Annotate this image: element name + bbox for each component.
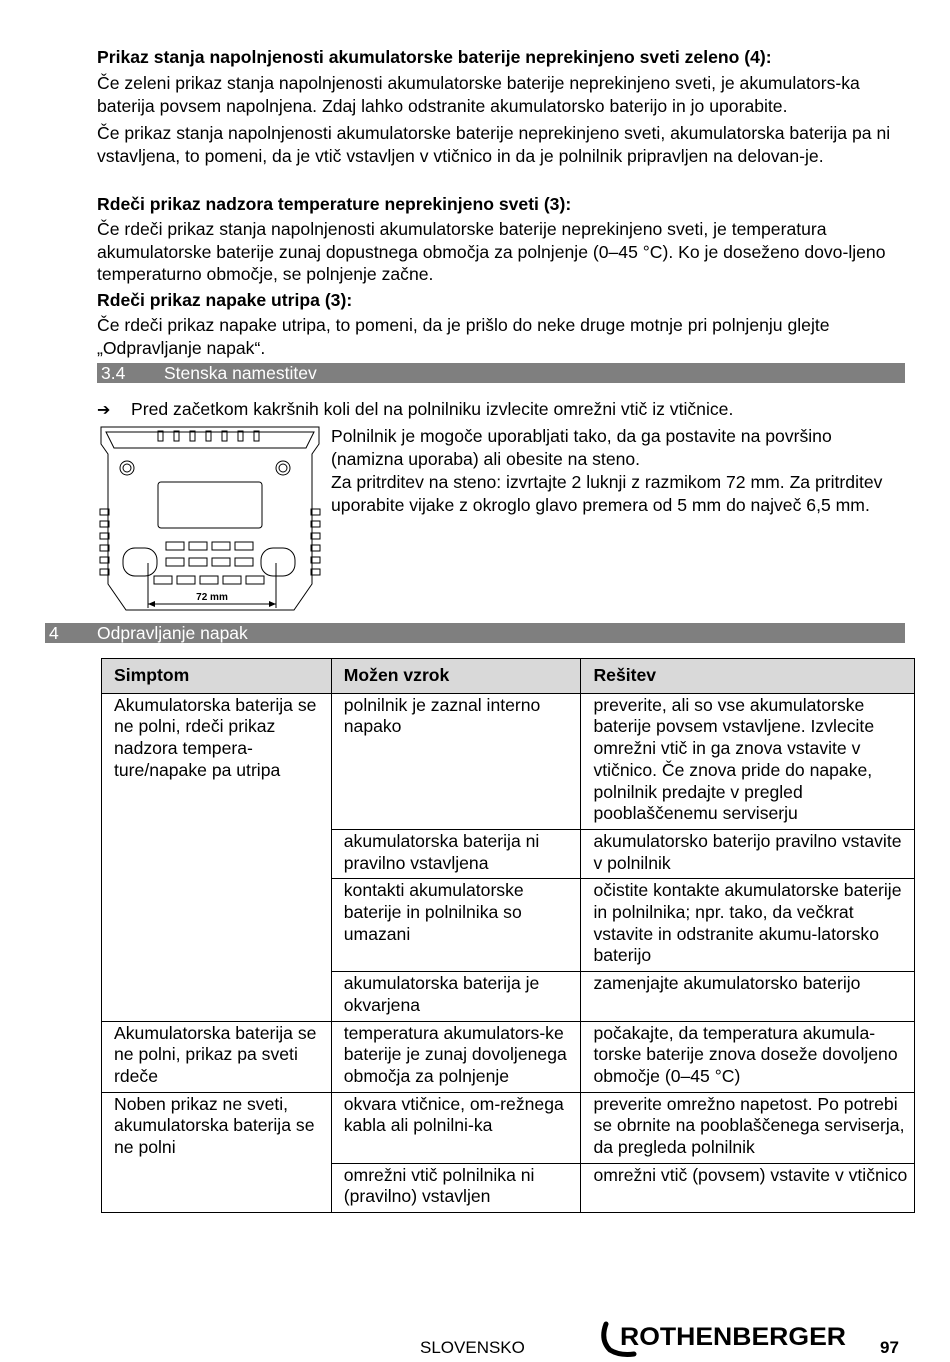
section-4-number: 4 — [49, 623, 59, 643]
cause-cell: kontakti akumulatorske baterije in polnilnika so umazani — [331, 879, 581, 972]
green-status-paragraph-2: Če prikaz stanja napolnjenosti akumulatorske baterije neprekinjeno sveti, akumulatorska baterija pa ni vstavljena, to pomeni, da je vtič vstavljen v vtičnico in da je polnilnik pripravljen na delovan-je. — [97, 123, 891, 166]
section-4-title: Odpravljanje napak — [97, 623, 248, 643]
cause-cell: akumulatorska baterija ni pravilno vstavljena — [331, 829, 581, 878]
table-row — [102, 693, 915, 829]
table-header-row — [102, 659, 915, 694]
cause-cell: omrežni vtič polnilnika ni (pravilno) vstavljen — [331, 1163, 581, 1212]
cause-cell: temperatura akumulators-ke baterije je zunaj dovoljenega območja za polnjenje — [331, 1021, 581, 1092]
symptom-cell: Akumulatorska baterija se ne polni, prikaz pa sveti rdeče — [102, 1021, 332, 1092]
charger-wall-mount-figure — [98, 424, 322, 612]
arrow-right-icon: ➔ — [97, 402, 111, 419]
solution-cell: preverite omrežno napetost. Po potrebi se obrnite na pooblaščenega serviserja, da pregleda polnilnik — [581, 1092, 915, 1163]
solution-cell: zamenjajte akumulatorsko baterijo — [581, 972, 915, 1021]
mount-text-2: Za pritrditev na steno: izvrtajte 2 luknji z razmikom 72 mm. Za pritrditev uporabite vijake z okroglo glavo premera od 5 mm do največ 6,5 mm. — [331, 472, 883, 515]
symptom-cell: Akumulatorska baterija se ne polni, rdeči prikaz nadzora tempera-ture/napake pa utripa — [102, 693, 332, 1021]
table-row — [102, 1092, 915, 1163]
red-error-heading: Rdeči prikaz napake utripa (3): — [97, 290, 353, 310]
cause-cell: okvara vtičnice, om-režnega kabla ali polnilni-ka — [331, 1092, 581, 1163]
header-cause: Možen vzrok — [331, 659, 581, 694]
solution-cell: preverite, ali so vse akumulatorske baterije povsem vstavljene. Izvlecite omrežni vtič in ga znova vstavite v vtičnico. Če znova pride do napake, polnilnik predajte v pregled pooblaščenemu serviserju — [581, 693, 915, 829]
solution-cell: omrežni vtič (povsem) vstavite v vtičnico — [581, 1163, 915, 1212]
red-error-paragraph: Če rdeči prikaz napake utripa, to pomeni, da je prišlo do neke druge motnje pri polnjenju glejte „Odpravljanje napak“. — [97, 315, 830, 358]
footer-language: SLOVENSKO — [420, 1338, 525, 1357]
symptom-cell: Noben prikaz ne sveti, akumulatorska baterija se ne polni — [102, 1092, 332, 1213]
green-status-heading: Prikaz stanja napolnjenosti akumulatorske baterije neprekinjeno sveti zeleno (4): — [97, 47, 772, 67]
cause-cell: akumulatorska baterija je okvarjena — [331, 972, 581, 1021]
mount-text-1: Polnilnik je mogoče uporabljati tako, da ga postavite na površino (namizna uporaba) ali obesite na steno. — [331, 426, 832, 469]
logo-text: ROTHENBERGER — [620, 1323, 846, 1351]
header-solution: Rešitev — [581, 659, 915, 694]
solution-cell: očistite kontakte akumulatorske baterije in polnilnika; npr. tako, da večkrat vstavite in odstranite akumu-latorsko baterijo — [581, 879, 915, 972]
solution-cell: akumulatorsko baterijo pravilno vstavite v polnilnik — [581, 829, 915, 878]
section-3-4-number: 3.4 — [101, 363, 126, 383]
solution-cell: počakajte, da temperatura akumula-torske baterije znova doseže dovoljeno območje (0–45 °C) — [581, 1021, 915, 1092]
cause-cell: polnilnik je zaznal interno napako — [331, 693, 581, 829]
red-temp-heading: Rdeči prikaz nadzora temperature neprekinjeno sveti (3): — [97, 194, 572, 214]
section-4-header — [45, 623, 905, 643]
instruction-line — [97, 398, 907, 422]
section-3-4-title: Stenska namestitev — [164, 363, 317, 383]
rothenberger-logo — [598, 1318, 854, 1360]
green-status-paragraph-1: Če zeleni prikaz stanja napolnjenosti akumulatorske baterije neprekinjeno sveti, je akumulators-ka baterija povsem napolnjena. Zdaj lahko odstranite akumulatorsko baterijo in jo uporabite. — [97, 73, 860, 116]
troubleshooting-table — [101, 658, 915, 1213]
table-row — [102, 1021, 915, 1092]
header-symptom: Simptom — [102, 659, 332, 694]
page-number: 97 — [880, 1338, 899, 1357]
red-temp-paragraph: Če rdeči prikaz stanja napolnjenosti akumulatorske baterije neprekinjeno sveti, je temperatura akumulatorske baterije zunaj dopustnega območja za polnjenje (0–45 °C). Ko je doseženo dovo-ljeno temperaturno območje, se polnjenje začne. — [97, 219, 886, 284]
section-3-4-header — [97, 363, 905, 383]
dimension-label: 72 mm — [196, 592, 228, 603]
instruction-text: Pred začetkom kakršnih koli del na polnilniku izvlecite omrežni vtič iz vtičnice. — [131, 399, 734, 419]
